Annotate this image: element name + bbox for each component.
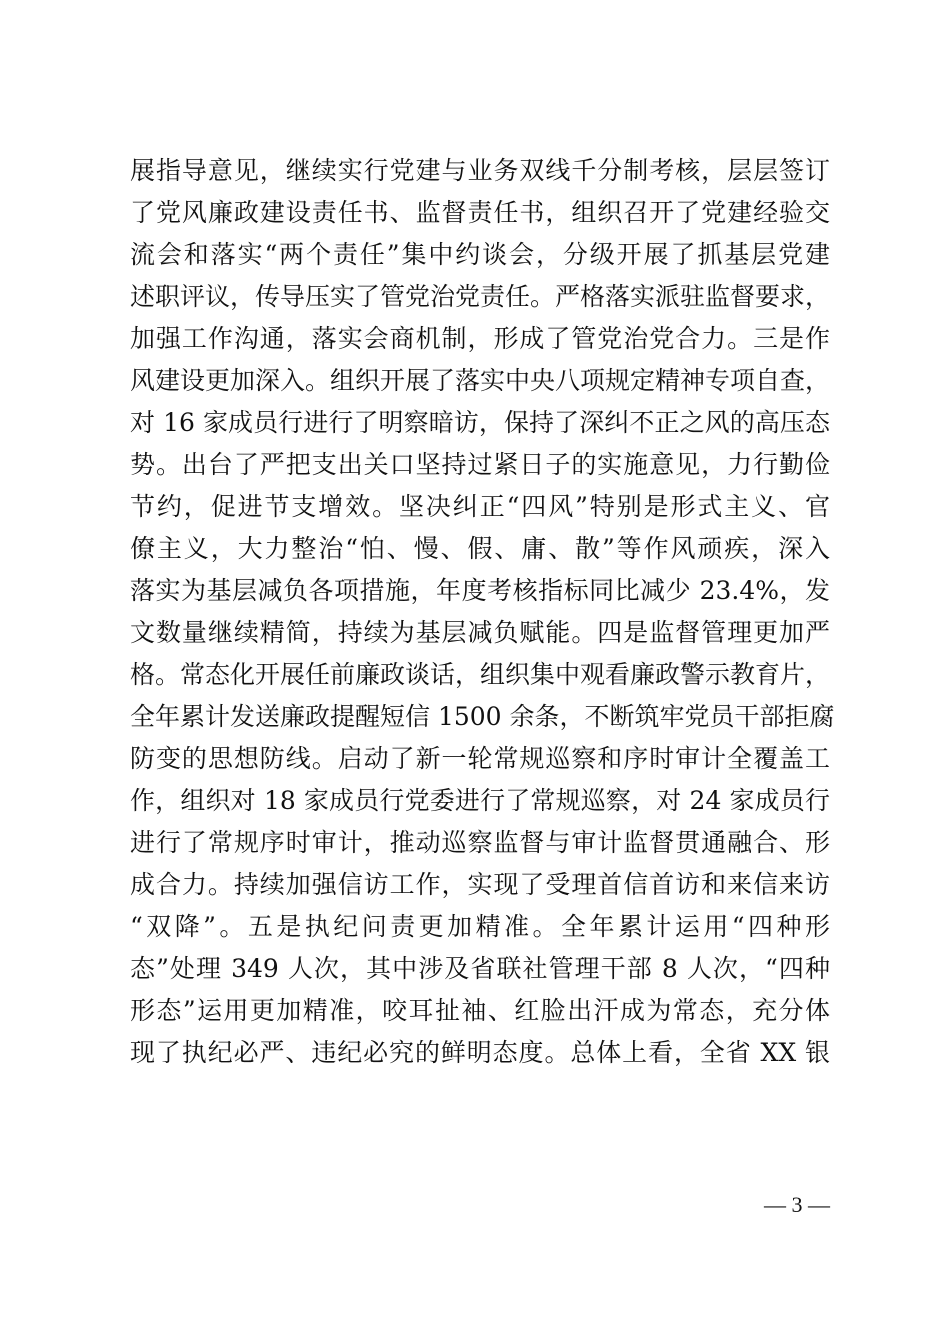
page-number: — 3 — [764, 1192, 830, 1217]
text-line: 风建设更加深入。组织开展了落实中央八项规定精神专项自查， [130, 366, 831, 395]
text-line: 流会和落实“两个责任”集中约谈会，分级开展了抓基层党建 [130, 240, 830, 269]
text-line: 文数量继续精简，持续为基层减负赋能。四是监督管理更加严 [130, 618, 830, 647]
text-line: 僚主义，大力整治“怕、慢、假、庸、散”等作风顽疾，深入 [130, 534, 830, 563]
text-line: 成合力。持续加强信访工作，实现了受理首信首访和来信来访 [130, 870, 830, 899]
body-paragraph [130, 150, 835, 1074]
text-line: 势。出台了严把支出关口坚持过紧日子的实施意见，力行勤俭 [130, 450, 830, 479]
text-line: 展指导意见，继续实行党建与业务双线千分制考核，层层签订 [130, 156, 830, 185]
text-line: 全年累计发送廉政提醒短信 1500 余条，不断筑牢党员干部拒腐 [130, 702, 835, 731]
text-line: 防变的思想防线。启动了新一轮常规巡察和序时审计全覆盖工 [130, 744, 830, 773]
text-line: 对 16 家成员行进行了明察暗访，保持了深纠不正之风的高压态 [130, 408, 830, 437]
text-line: 了党风廉政建设责任书、监督责任书，组织召开了党建经验交 [130, 198, 830, 227]
text-line: 格。常态化开展任前廉政谈话，组织集中观看廉政警示教育片， [130, 660, 831, 689]
text-line: 现了执纪必严、违纪必究的鲜明态度。总体上看，全省 XX 银 [130, 1038, 830, 1067]
text-line: 进行了常规序时审计，推动巡察监督与审计监督贯通融合、形 [130, 828, 830, 857]
text-line: 态”处理 349 人次，其中涉及省联社管理干部 8 人次，“四种 [130, 954, 830, 983]
text-line: “双降”。五是执纪问责更加精准。全年累计运用“四种形 [130, 912, 830, 941]
text-line: 作，组织对 18 家成员行党委进行了常规巡察，对 24 家成员行 [130, 786, 830, 815]
text-line: 加强工作沟通，落实会商机制，形成了管党治党合力。三是作 [130, 324, 830, 353]
text-line: 节约，促进节支增效。坚决纠正“四风”特别是形式主义、官 [130, 492, 830, 521]
text-line: 落实为基层减负各项措施，年度考核指标同比减少 23.4%，发 [130, 576, 830, 605]
text-line: 述职评议，传导压实了管党治党责任。严格落实派驻监督要求， [130, 282, 831, 311]
text-line: 形态”运用更加精准，咬耳扯袖、红脸出汗成为常态，充分体 [130, 996, 830, 1025]
